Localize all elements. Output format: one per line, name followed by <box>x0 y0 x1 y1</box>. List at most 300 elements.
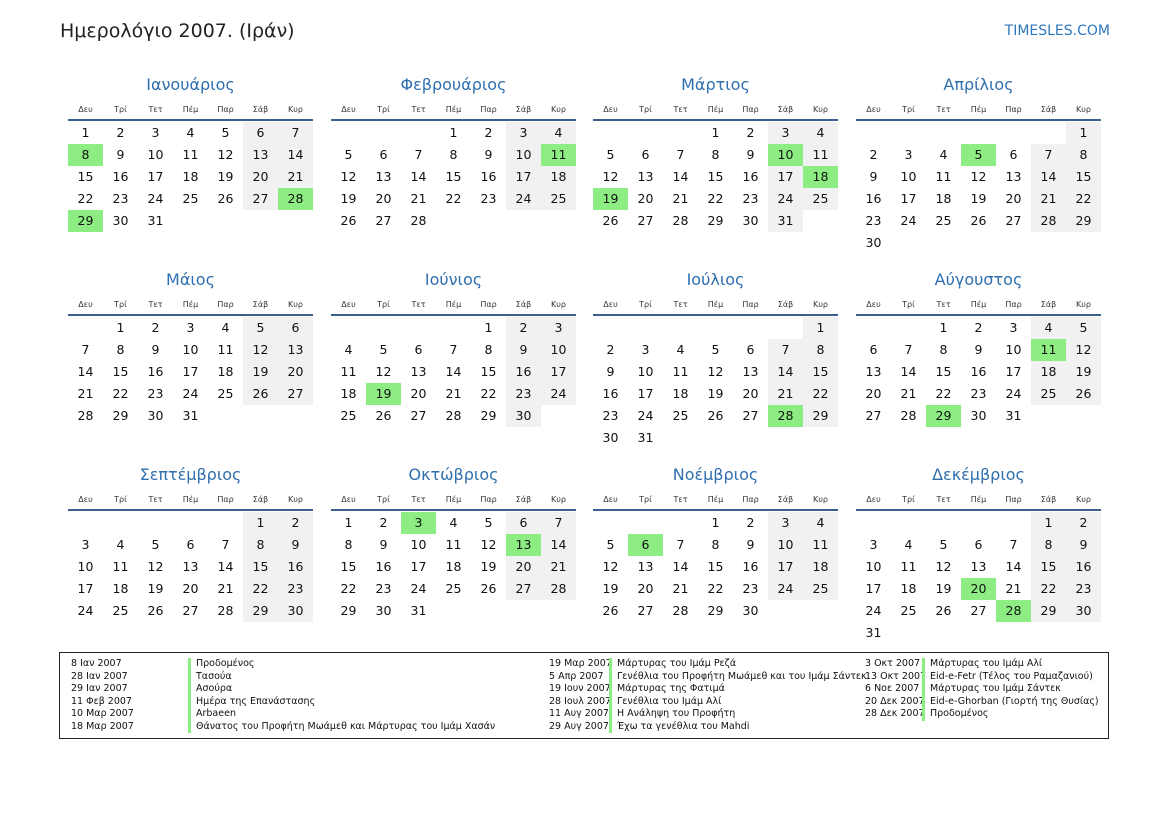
day-cell: 24 <box>768 188 803 210</box>
day-cell: 24 <box>77 603 94 618</box>
weekday-header <box>856 295 1101 316</box>
empty-cell <box>628 512 663 534</box>
day-cell: 30 <box>742 213 759 228</box>
day-cell: 21 <box>410 191 427 206</box>
day-cell: 8 <box>243 534 278 556</box>
day-cell: 25 <box>182 191 199 206</box>
day-cell: 3 <box>541 317 576 339</box>
day-cell: 20 <box>865 386 882 401</box>
day-cell: 21 <box>445 386 462 401</box>
day-cell: 8 <box>449 147 458 162</box>
day-cell: 30 <box>147 408 164 423</box>
weekday-label: Κυρ <box>813 300 828 309</box>
day-cell: 5 <box>606 537 615 552</box>
day-cell: 19 <box>970 191 987 206</box>
day-cell: 25 <box>1031 383 1066 405</box>
day-cell: 1 <box>449 125 458 140</box>
holiday-day-cell: 19 <box>593 188 628 210</box>
day-cell: 15 <box>480 364 497 379</box>
day-cell: 17 <box>182 364 199 379</box>
weekday-label: Σάβ <box>252 105 269 114</box>
day-cell: 16 <box>742 559 759 574</box>
month-calendar <box>593 70 838 232</box>
day-cell: 21 <box>1005 581 1022 596</box>
weekday-header <box>593 490 838 511</box>
day-grid <box>68 121 313 232</box>
day-cell: 5 <box>344 147 353 162</box>
day-cell: 1 <box>116 320 125 335</box>
holiday-date: 18 Μαρ 2007 <box>71 720 134 732</box>
weekday-label: Τρί <box>114 300 127 309</box>
weekday-label: Σάβ <box>252 300 269 309</box>
day-cell: 18 <box>803 556 838 578</box>
day-cell: 13 <box>865 364 882 379</box>
day-cell: 15 <box>935 364 952 379</box>
day-grid <box>593 121 838 232</box>
day-cell: 18 <box>340 386 357 401</box>
day-cell: 25 <box>935 213 952 228</box>
month-calendar <box>68 70 313 232</box>
day-cell: 3 <box>151 125 160 140</box>
weekday-label: Πέμ <box>182 300 199 309</box>
weekday-label: Κυρ <box>551 300 566 309</box>
day-cell: 8 <box>711 537 720 552</box>
empty-cell <box>663 122 698 144</box>
day-cell: 10 <box>506 144 541 166</box>
day-cell: 21 <box>672 191 689 206</box>
weekday-label: Παρ <box>1005 105 1022 114</box>
day-cell: 3 <box>81 537 90 552</box>
day-cell: 15 <box>340 559 357 574</box>
day-cell: 26 <box>375 408 392 423</box>
day-cell: 16 <box>602 386 619 401</box>
day-cell: 14 <box>672 559 689 574</box>
day-cell: 7 <box>81 342 90 357</box>
day-cell: 26 <box>707 408 724 423</box>
day-cell: 3 <box>506 122 541 144</box>
day-cell: 25 <box>803 578 838 600</box>
day-cell: 15 <box>243 556 278 578</box>
day-cell: 27 <box>243 188 278 210</box>
day-grid <box>68 511 313 622</box>
day-cell: 23 <box>742 191 759 206</box>
day-cell: 30 <box>865 235 882 250</box>
weekday-label: Παρ <box>742 300 759 309</box>
weekday-label: Τρί <box>377 105 390 114</box>
weekday-label: Παρ <box>742 105 759 114</box>
day-cell: 11 <box>900 559 917 574</box>
day-cell: 9 <box>116 147 125 162</box>
holiday-day-cell: 19 <box>366 383 401 405</box>
day-cell: 18 <box>541 166 576 188</box>
day-cell: 12 <box>217 147 234 162</box>
day-cell: 3 <box>869 537 878 552</box>
day-cell: 6 <box>186 537 195 552</box>
weekday-label: Κυρ <box>1076 300 1091 309</box>
day-cell: 16 <box>278 556 313 578</box>
day-cell: 27 <box>637 213 654 228</box>
day-cell: 22 <box>1066 188 1101 210</box>
day-cell: 17 <box>1005 364 1022 379</box>
day-cell: 29 <box>1066 210 1101 232</box>
day-cell: 9 <box>1066 534 1101 556</box>
weekday-label: Σάβ <box>515 300 532 309</box>
holiday-name: Τασούα <box>188 671 232 684</box>
day-cell: 28 <box>672 603 689 618</box>
day-cell: 31 <box>1005 408 1022 423</box>
empty-cell <box>891 512 926 534</box>
weekday-label: Σάβ <box>515 105 532 114</box>
weekday-header <box>331 100 576 121</box>
holiday-day-cell: 5 <box>961 144 996 166</box>
holiday-day-cell: 11 <box>1031 339 1066 361</box>
month-name: Μάρτιος <box>681 75 750 94</box>
weekday-label: Δευ <box>603 495 618 504</box>
day-cell: 17 <box>900 191 917 206</box>
day-cell: 28 <box>672 213 689 228</box>
empty-cell <box>926 122 961 144</box>
day-cell: 24 <box>147 191 164 206</box>
weekday-label: Σάβ <box>515 495 532 504</box>
day-grid <box>856 511 1101 644</box>
day-cell: 26 <box>935 603 952 618</box>
holiday-day-cell: 18 <box>803 166 838 188</box>
weekday-label: Τετ <box>411 105 426 114</box>
day-cell: 17 <box>410 559 427 574</box>
day-cell: 20 <box>637 581 654 596</box>
empty-cell <box>138 512 173 534</box>
day-cell: 22 <box>1031 578 1066 600</box>
day-cell: 7 <box>414 147 423 162</box>
day-cell: 21 <box>77 386 94 401</box>
day-cell: 25 <box>803 188 838 210</box>
day-cell: 28 <box>445 408 462 423</box>
day-cell: 1 <box>1031 512 1066 534</box>
day-cell: 21 <box>217 581 234 596</box>
empty-cell <box>593 317 628 339</box>
weekday-label: Τετ <box>411 300 426 309</box>
weekday-label: Κυρ <box>813 105 828 114</box>
day-cell: 27 <box>410 408 427 423</box>
day-cell: 7 <box>1031 144 1066 166</box>
empty-cell <box>733 317 768 339</box>
holiday-name: Προδομένος <box>922 708 988 721</box>
weekday-label: Κυρ <box>288 105 303 114</box>
day-cell: 2 <box>606 342 615 357</box>
day-cell: 4 <box>803 512 838 534</box>
day-cell: 20 <box>1005 191 1022 206</box>
day-cell: 6 <box>243 122 278 144</box>
day-cell: 15 <box>707 559 724 574</box>
day-cell: 28 <box>77 408 94 423</box>
day-cell: 30 <box>1066 600 1101 622</box>
day-cell: 9 <box>606 364 615 379</box>
day-cell: 24 <box>182 386 199 401</box>
day-cell: 18 <box>900 581 917 596</box>
day-cell: 30 <box>112 213 129 228</box>
holiday-date: 11 Αυγ 2007 <box>549 708 609 719</box>
empty-cell <box>891 317 926 339</box>
holiday-name: Ασούρα <box>188 683 232 696</box>
day-cell: 15 <box>445 169 462 184</box>
day-cell: 22 <box>340 581 357 596</box>
day-cell: 6 <box>278 317 313 339</box>
day-cell: 2 <box>278 512 313 534</box>
day-cell: 4 <box>541 122 576 144</box>
day-cell: 19 <box>340 191 357 206</box>
holiday-day-cell: 28 <box>278 188 313 210</box>
day-cell: 10 <box>637 364 654 379</box>
weekday-header <box>331 490 576 511</box>
weekday-label: Δευ <box>78 105 93 114</box>
day-cell: 28 <box>410 213 427 228</box>
day-cell: 13 <box>970 559 987 574</box>
day-cell: 16 <box>865 191 882 206</box>
day-cell: 11 <box>112 559 129 574</box>
day-cell: 3 <box>641 342 650 357</box>
day-cell: 19 <box>1066 361 1101 383</box>
weekday-label: Κυρ <box>288 300 303 309</box>
day-cell: 14 <box>445 364 462 379</box>
holiday-day-cell: 8 <box>68 144 103 166</box>
day-cell: 3 <box>1009 320 1018 335</box>
holiday-name: Eid-e-Ghorban (Γιορτή της Θυσίας) <box>922 696 1099 709</box>
weekday-label: Δευ <box>866 300 881 309</box>
day-grid <box>68 316 313 427</box>
day-cell: 19 <box>217 169 234 184</box>
holiday-date: 19 Μαρ 2007 <box>549 658 612 669</box>
day-grid <box>856 316 1101 427</box>
day-cell: 5 <box>711 342 720 357</box>
day-cell: 26 <box>243 383 278 405</box>
weekday-label: Τετ <box>673 105 688 114</box>
day-cell: 4 <box>116 537 125 552</box>
day-cell: 3 <box>186 320 195 335</box>
day-cell: 23 <box>480 191 497 206</box>
day-cell: 26 <box>217 191 234 206</box>
empty-cell <box>401 122 436 144</box>
weekday-header <box>856 490 1101 511</box>
day-cell: 16 <box>480 169 497 184</box>
day-grid <box>856 121 1101 254</box>
day-cell: 16 <box>1066 556 1101 578</box>
holiday-name: Η Ανάληψη του Προφήτη <box>609 708 735 721</box>
day-cell: 10 <box>410 537 427 552</box>
month-calendar <box>856 460 1101 644</box>
day-cell: 12 <box>340 169 357 184</box>
day-cell: 3 <box>768 512 803 534</box>
holiday-date: 28 Δεκ 2007 <box>865 708 925 719</box>
weekday-label: Τετ <box>148 300 163 309</box>
weekday-label: Παρ <box>217 105 234 114</box>
day-cell: 31 <box>410 603 427 618</box>
day-cell: 19 <box>480 559 497 574</box>
weekday-label: Κυρ <box>551 495 566 504</box>
site-name[interactable]: TIMESLES.COM <box>1004 23 1110 39</box>
day-cell: 24 <box>1005 386 1022 401</box>
day-cell: 29 <box>707 213 724 228</box>
weekday-header <box>68 100 313 121</box>
day-cell: 23 <box>742 581 759 596</box>
day-cell: 27 <box>1005 213 1022 228</box>
day-cell: 11 <box>935 169 952 184</box>
day-cell: 9 <box>379 537 388 552</box>
holiday-name: Eid-e-Fetr (Τέλος του Ραμαζανιού) <box>922 671 1093 684</box>
holiday-name: Έχω τα γενέθλια του Mahdi <box>609 721 749 734</box>
day-cell: 13 <box>1005 169 1022 184</box>
weekday-label: Παρ <box>742 495 759 504</box>
day-cell: 30 <box>742 603 759 618</box>
holiday-date: 29 Ιαν 2007 <box>71 683 128 694</box>
day-cell: 8 <box>344 537 353 552</box>
day-cell: 12 <box>970 169 987 184</box>
day-cell: 10 <box>147 147 164 162</box>
holiday-day-cell: 11 <box>541 144 576 166</box>
day-cell: 2 <box>869 147 878 162</box>
day-cell: 11 <box>445 537 462 552</box>
day-cell: 19 <box>935 581 952 596</box>
day-cell: 31 <box>182 408 199 423</box>
month-calendar <box>331 460 576 622</box>
day-cell: 12 <box>147 559 164 574</box>
day-cell: 9 <box>278 534 313 556</box>
day-cell: 13 <box>278 339 313 361</box>
weekday-label: Τρί <box>902 300 915 309</box>
day-cell: 1 <box>939 320 948 335</box>
day-cell: 14 <box>410 169 427 184</box>
weekday-label: Παρ <box>217 300 234 309</box>
day-cell: 2 <box>484 125 493 140</box>
empty-cell <box>663 317 698 339</box>
day-cell: 3 <box>768 122 803 144</box>
weekday-label: Δευ <box>603 105 618 114</box>
day-cell: 19 <box>147 581 164 596</box>
month-calendar <box>593 460 838 622</box>
month-calendar <box>856 70 1101 254</box>
weekday-label: Πέμ <box>707 300 724 309</box>
weekday-label: Δευ <box>78 495 93 504</box>
day-cell: 20 <box>278 361 313 383</box>
day-cell: 27 <box>182 603 199 618</box>
day-cell: 4 <box>803 122 838 144</box>
day-cell: 22 <box>707 581 724 596</box>
day-cell: 10 <box>768 534 803 556</box>
day-cell: 9 <box>746 147 755 162</box>
day-cell: 1 <box>711 125 720 140</box>
day-cell: 8 <box>803 339 838 361</box>
weekday-label: Κυρ <box>813 495 828 504</box>
holiday-date: 10 Μαρ 2007 <box>71 708 134 719</box>
day-cell: 30 <box>278 600 313 622</box>
day-cell: 15 <box>1066 166 1101 188</box>
month-calendar <box>68 460 313 622</box>
day-cell: 19 <box>243 361 278 383</box>
holiday-name: Μάρτυρας του Ιμάμ Αλί <box>922 658 1042 671</box>
weekday-label: Κυρ <box>1076 105 1091 114</box>
day-cell: 18 <box>935 191 952 206</box>
holiday-name: Γενέθλια του Ιμάμ Αλί <box>609 696 721 709</box>
day-cell: 30 <box>970 408 987 423</box>
day-cell: 9 <box>974 342 983 357</box>
day-cell: 7 <box>221 537 230 552</box>
day-cell: 17 <box>768 556 803 578</box>
weekday-label: Δευ <box>341 300 356 309</box>
day-cell: 13 <box>410 364 427 379</box>
day-cell: 10 <box>77 559 94 574</box>
weekday-label: Πέμ <box>707 495 724 504</box>
day-cell: 15 <box>112 364 129 379</box>
day-cell: 15 <box>77 169 94 184</box>
holiday-date: 29 Αυγ 2007 <box>549 720 609 732</box>
day-cell: 1 <box>803 317 838 339</box>
weekday-label: Δευ <box>866 105 881 114</box>
day-cell: 6 <box>1009 147 1018 162</box>
day-cell: 11 <box>182 147 199 162</box>
month-name: Νοέμβριος <box>672 465 759 484</box>
weekday-label: Παρ <box>480 495 497 504</box>
weekday-label: Πέμ <box>182 495 199 504</box>
day-cell: 19 <box>707 386 724 401</box>
day-cell: 22 <box>243 578 278 600</box>
empty-cell <box>366 317 401 339</box>
day-cell: 2 <box>746 515 755 530</box>
day-cell: 20 <box>742 386 759 401</box>
empty-cell <box>961 122 996 144</box>
empty-cell <box>593 122 628 144</box>
day-cell: 11 <box>340 364 357 379</box>
day-cell: 12 <box>1066 339 1101 361</box>
day-cell: 13 <box>637 169 654 184</box>
holiday-day-cell: 28 <box>768 405 803 427</box>
holiday-date: 20 Δεκ 2007 <box>865 695 925 707</box>
day-cell: 20 <box>410 386 427 401</box>
day-cell: 23 <box>970 386 987 401</box>
month-name: Αύγουστος <box>934 270 1023 289</box>
weekday-label: Σάβ <box>252 495 269 504</box>
weekday-label: Τετ <box>936 105 951 114</box>
weekday-label: Τετ <box>411 495 426 504</box>
day-cell: 14 <box>541 534 576 556</box>
weekday-header <box>856 100 1101 121</box>
day-cell: 13 <box>182 559 199 574</box>
weekday-label: Σάβ <box>777 300 794 309</box>
day-cell: 23 <box>865 213 882 228</box>
day-cell: 13 <box>637 559 654 574</box>
day-cell: 18 <box>1031 361 1066 383</box>
empty-cell <box>1031 122 1066 144</box>
day-cell: 20 <box>637 191 654 206</box>
weekday-label: Παρ <box>480 300 497 309</box>
day-cell: 4 <box>939 147 948 162</box>
weekday-label: Τρί <box>639 495 652 504</box>
day-cell: 20 <box>375 191 392 206</box>
day-cell: 29 <box>340 603 357 618</box>
weekday-label: Κυρ <box>551 105 566 114</box>
weekday-header <box>68 295 313 316</box>
day-cell: 11 <box>672 364 689 379</box>
weekday-header <box>593 295 838 316</box>
empty-cell <box>103 512 138 534</box>
day-cell: 11 <box>803 144 838 166</box>
weekday-label: Τρί <box>377 495 390 504</box>
day-cell: 12 <box>243 339 278 361</box>
month-name: Μάιος <box>166 270 215 289</box>
weekday-label: Τρί <box>902 495 915 504</box>
day-cell: 31 <box>768 210 803 232</box>
day-cell: 2 <box>379 515 388 530</box>
holiday-day-cell: 29 <box>68 210 103 232</box>
day-cell: 20 <box>506 556 541 578</box>
